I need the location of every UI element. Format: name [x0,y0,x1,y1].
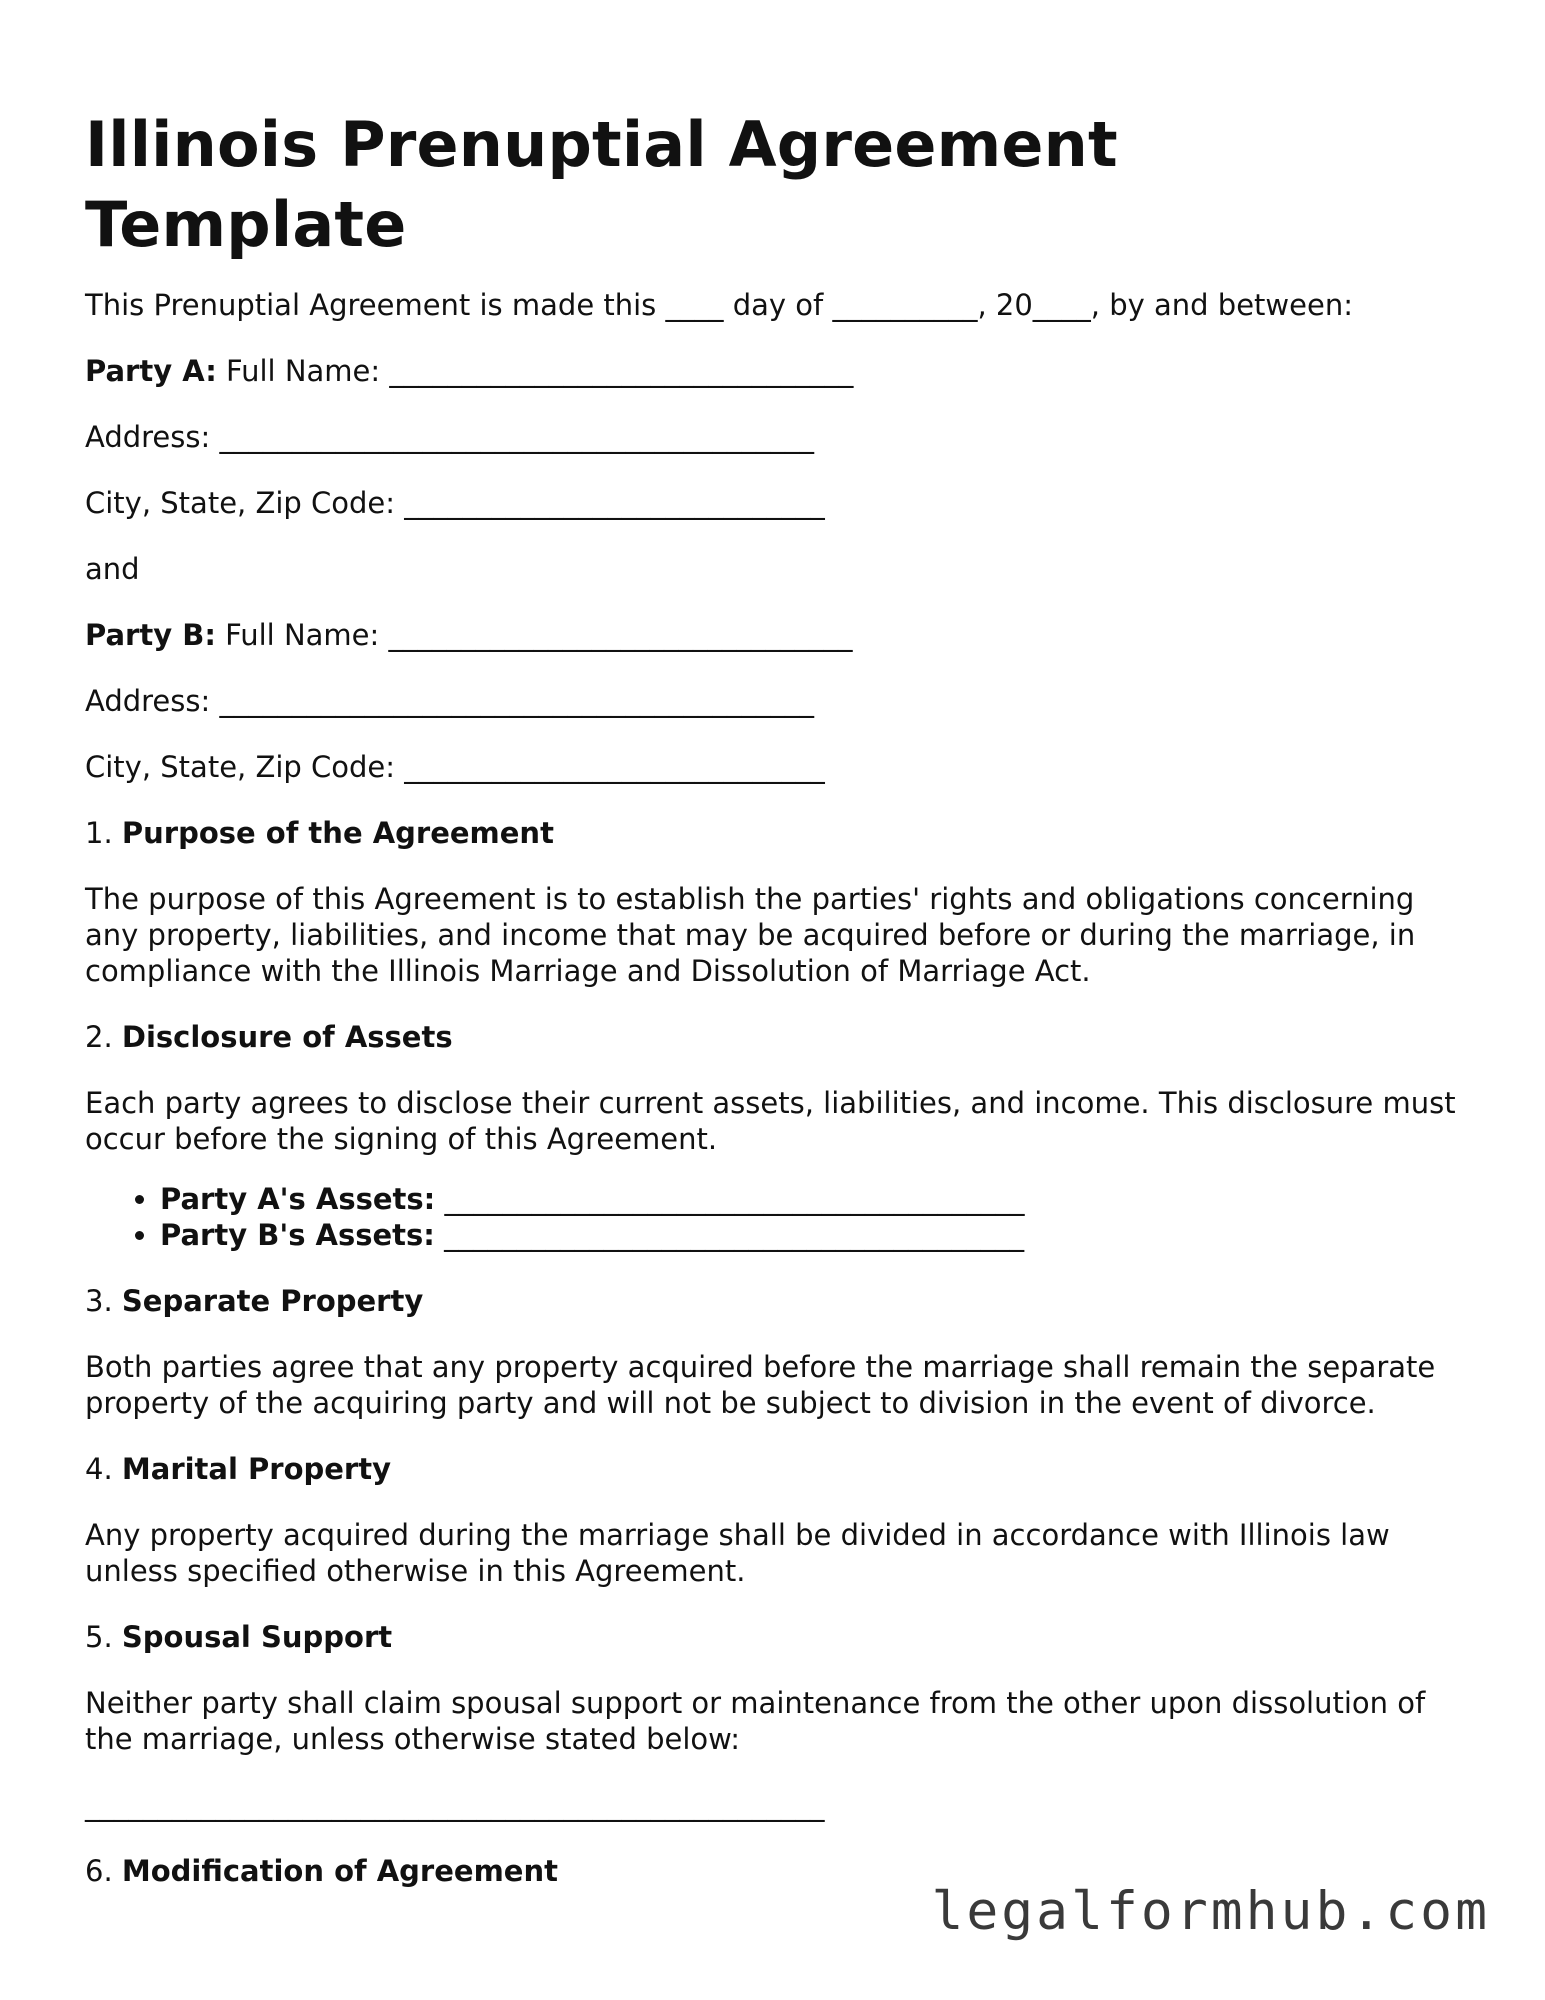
section-title: Disclosure of Assets [121,1020,453,1054]
intro-paragraph: This Prenuptial Agreement is made this ____ day of __________, 20____, by and between: [85,288,1353,322]
party-a-city-field[interactable]: City, State, Zip Code: _____________________________ [85,486,825,520]
assets-list [85,1181,1460,1253]
party-b-full-name-field[interactable]: Full Name: ________________________________ [215,618,853,652]
party-b-label: Party B: [85,618,216,652]
section-1-body: The purpose of this Agreement is to establish the parties' rights and obligations concerning any property, liabilities, and income that may be acquired before or during the marriage, in compliance with the Illinois Marriage and Dissolution of Marriage Act. [85,882,1425,988]
party-a-assets-field[interactable]: ________________________________________ [435,1182,1025,1216]
section-4-body: Any property acquired during the marriage shall be divided in accordance with Illinois law unless specified otherwise in this Agreement. [85,1518,1399,1588]
watermark-text: legalformhub.com [931,1881,1490,1942]
section-number: 1. [85,816,122,850]
party-a-assets-label: Party A's Assets: [160,1182,436,1216]
party-b-assets-field[interactable]: ________________________________________ [434,1218,1025,1252]
and-text: and [85,552,140,586]
party-b-assets-label: Party B's Assets: [160,1218,435,1252]
document-page [85,105,1465,1919]
party-a-label: Party A: [85,354,217,388]
section-title: Modification of Agreement [121,1854,558,1888]
section-number: 2. [85,1020,122,1054]
party-b-city-field[interactable]: City, State, Zip Code: _____________________________ [85,750,825,784]
spousal-support-field[interactable]: ___________________________________________________ [85,1788,825,1822]
party-a-name-line [85,353,1460,389]
section-title: Spousal Support [121,1620,393,1654]
section-number: 6. [85,1854,122,1888]
section-3-heading [85,1283,1460,1319]
section-number: 3. [85,1284,122,1318]
section-title: Purpose of the Agreement [121,816,554,850]
list-item [160,1217,1460,1253]
list-item [160,1181,1460,1217]
section-5-body: Neither party shall claim spousal support or maintenance from the other upon dissolution of the marriage, unless otherwise stated below: [85,1686,1435,1756]
document-title: Illinois Prenuptial Agreement Template [85,108,1118,261]
party-b-address-field[interactable]: Address: _________________________________________ [85,684,814,718]
section-number: 5. [85,1620,122,1654]
section-2-heading [85,1019,1460,1055]
section-title: Separate Property [121,1284,424,1318]
section-5-heading [85,1619,1460,1655]
section-title: Marital Property [121,1452,392,1486]
section-1-heading [85,815,1460,851]
section-3-body: Both parties agree that any property acquired before the marriage shall remain the separate property of the acquiring party and will not be subject to division in the event of divorce. [85,1350,1445,1420]
section-2-body: Each party agrees to disclose their current assets, liabilities, and income. This disclosure must occur before the signing of this Agreement. [85,1086,1465,1156]
party-a-full-name-field[interactable]: Full Name: ________________________________ [216,354,854,388]
section-4-heading [85,1451,1460,1487]
section-number: 4. [85,1452,122,1486]
party-b-name-line [85,617,1460,653]
party-a-address-field[interactable]: Address: _________________________________________ [85,420,814,454]
